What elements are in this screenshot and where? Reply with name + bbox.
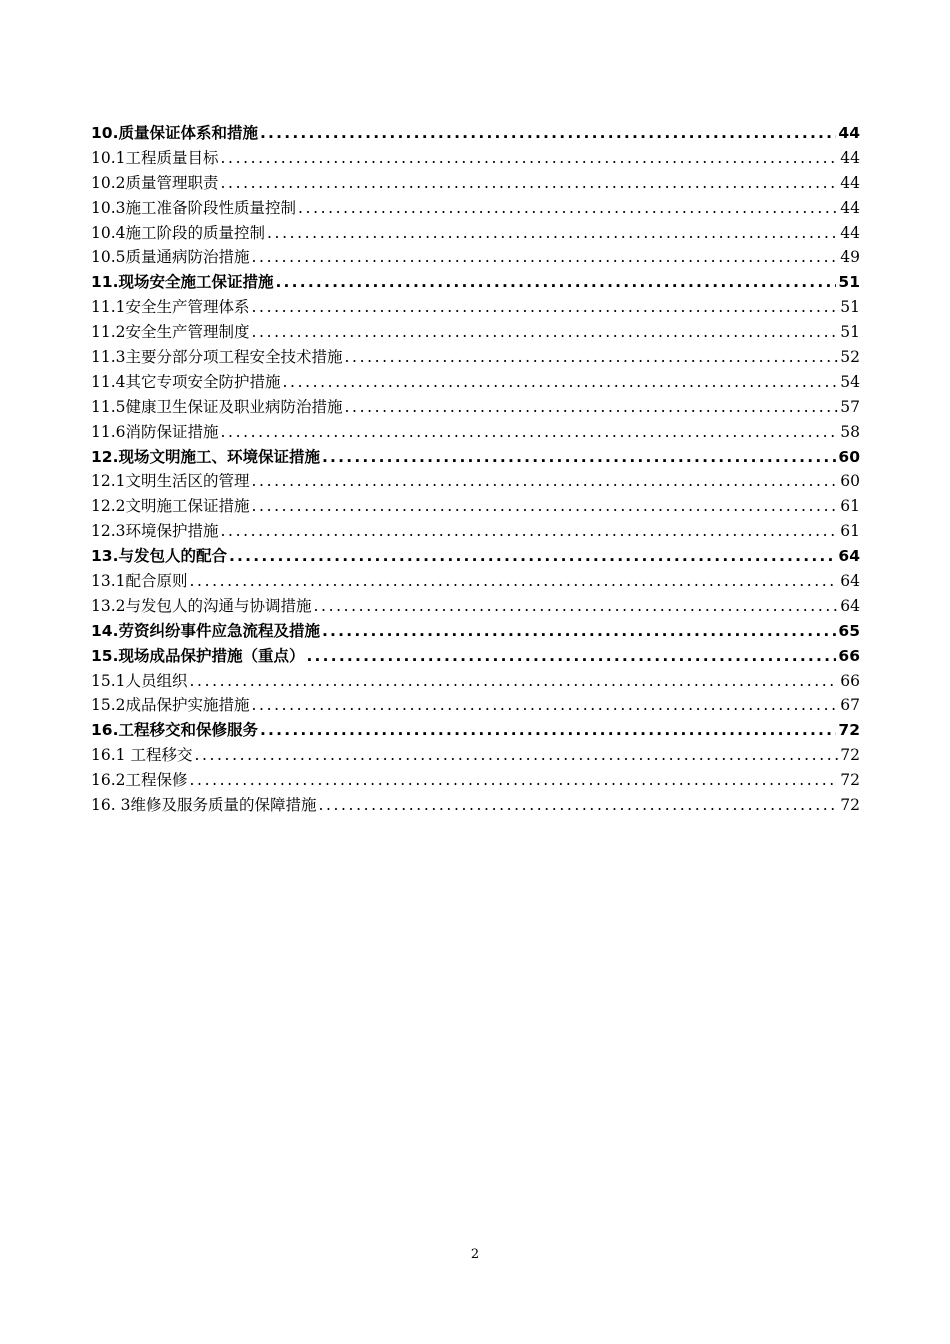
toc-dot-leader — [252, 469, 839, 494]
toc-entry-title: 11.3主要分部分项工程安全技术措施 — [91, 348, 343, 367]
toc-entry-title: 15.2成品保护实施措施 — [91, 696, 250, 715]
toc-entry-page: 51 — [840, 323, 860, 342]
toc-entry-title: 14.劳资纠纷事件应急流程及措施 — [91, 621, 320, 640]
toc-entry-page: 57 — [840, 397, 860, 416]
toc-entry-title: 11.现场安全施工保证措施 — [91, 273, 274, 292]
toc-entry-title: 16.2工程保修 — [91, 771, 188, 790]
toc-entry-page: 66 — [838, 646, 860, 665]
toc-dot-leader — [298, 196, 838, 221]
toc-dot-leader — [345, 345, 839, 370]
toc-entry-title: 10.4施工阶段的质量控制 — [91, 223, 266, 242]
toc-entry-title: 12.现场文明施工、环境保证措施 — [91, 447, 320, 466]
toc-entry-title: 12.2文明施工保证措施 — [91, 497, 250, 516]
toc-entry-page: 44 — [840, 148, 860, 167]
toc-entry-title: 12.3环境保护措施 — [91, 522, 219, 541]
toc-entry-page: 64 — [840, 596, 860, 615]
toc-entry[interactable] — [91, 718, 860, 743]
toc-entry[interactable] — [91, 693, 860, 718]
toc-entry[interactable] — [91, 196, 860, 221]
toc-entry-title: 10.质量保证体系和措施 — [91, 124, 258, 142]
toc-dot-leader — [221, 171, 839, 196]
toc-entry-page: 67 — [840, 696, 860, 715]
toc-entry-title: 15.1人员组织 — [91, 671, 188, 690]
toc-entry-page: 65 — [838, 621, 860, 640]
toc-dot-leader — [190, 569, 839, 594]
toc-entry[interactable] — [91, 544, 860, 569]
toc-entry[interactable] — [91, 644, 860, 669]
toc-entry-page: 72 — [838, 721, 860, 740]
toc-entry-page: 44 — [838, 124, 860, 142]
toc-entry[interactable] — [91, 569, 860, 594]
toc-dot-leader — [229, 544, 836, 569]
toc-dot-leader — [314, 594, 839, 619]
toc-entry-page: 72 — [840, 771, 860, 790]
toc-entry-title: 13.1配合原则 — [91, 572, 188, 591]
toc-entry[interactable] — [91, 395, 860, 420]
toc-entry[interactable] — [91, 445, 860, 470]
toc-entry-title: 10.2质量管理职责 — [91, 173, 219, 192]
toc-entry[interactable] — [91, 345, 860, 370]
toc-entry-title: 13.与发包人的配合 — [91, 547, 227, 566]
toc-entry[interactable] — [91, 669, 860, 694]
toc-dot-leader — [252, 494, 839, 519]
toc-entry-page: 49 — [840, 248, 860, 267]
toc-dot-leader — [306, 644, 836, 669]
toc-entry-title: 16.工程移交和保修服务 — [91, 721, 258, 740]
toc-dot-leader — [190, 669, 839, 694]
toc-entry[interactable] — [91, 619, 860, 644]
toc-entry-title: 12.1文明生活区的管理 — [91, 472, 250, 491]
toc-dot-leader — [252, 245, 839, 270]
toc-entry-page: 72 — [840, 796, 860, 815]
toc-dot-leader — [221, 519, 839, 544]
toc-entry-page: 44 — [840, 223, 860, 242]
toc-entry-page: 64 — [838, 547, 860, 566]
toc-entry-page: 44 — [840, 173, 860, 192]
toc-entry-page: 60 — [840, 472, 860, 491]
toc-dot-leader — [267, 221, 838, 246]
toc-dot-leader — [260, 121, 836, 146]
toc-dot-leader — [194, 743, 838, 768]
toc-entry-title: 10.3施工准备阶段性质量控制 — [91, 198, 297, 217]
toc-entry-title: 10.5质量通病防治措施 — [91, 248, 250, 267]
toc-dot-leader — [221, 420, 839, 445]
toc-entry-page: 44 — [840, 198, 860, 217]
toc-entry-title: 16. 3维修及服务质量的保障措施 — [91, 796, 317, 815]
toc-entry[interactable] — [91, 146, 860, 171]
toc-dot-leader — [275, 270, 836, 295]
toc-entry-title: 11.4其它专项安全防护措施 — [91, 372, 281, 391]
toc-entry[interactable] — [91, 768, 860, 793]
table-of-contents — [91, 121, 860, 818]
toc-dot-leader — [252, 693, 839, 718]
toc-entry[interactable] — [91, 295, 860, 320]
toc-entry-page: 61 — [840, 497, 860, 516]
toc-dot-leader — [322, 619, 836, 644]
toc-dot-leader — [190, 768, 839, 793]
toc-dot-leader — [318, 793, 838, 818]
toc-entry[interactable] — [91, 370, 860, 395]
toc-entry-title: 11.5健康卫生保证及职业病防治措施 — [91, 397, 343, 416]
toc-dot-leader — [283, 370, 839, 395]
toc-entry[interactable] — [91, 469, 860, 494]
toc-entry[interactable] — [91, 420, 860, 445]
toc-entry-page: 51 — [838, 273, 860, 292]
toc-entry[interactable] — [91, 221, 860, 246]
toc-entry-page: 66 — [840, 671, 860, 690]
toc-entry-page: 54 — [840, 372, 860, 391]
toc-entry[interactable] — [91, 594, 860, 619]
toc-dot-leader — [322, 445, 836, 470]
toc-entry-title: 16.1 工程移交 — [91, 746, 193, 765]
toc-entry-page: 61 — [840, 522, 860, 541]
toc-entry[interactable] — [91, 171, 860, 196]
page-number: 2 — [470, 1247, 480, 1262]
toc-entry[interactable] — [91, 121, 860, 146]
toc-entry-page: 60 — [838, 447, 860, 466]
toc-dot-leader — [252, 295, 839, 320]
toc-dot-leader — [221, 146, 839, 171]
toc-entry[interactable] — [91, 320, 860, 345]
toc-entry-title: 10.1工程质量目标 — [91, 148, 219, 167]
toc-entry-title: 11.6消防保证措施 — [91, 422, 219, 441]
toc-entry[interactable] — [91, 743, 860, 768]
toc-entry[interactable] — [91, 270, 860, 295]
toc-entry[interactable] — [91, 793, 860, 818]
toc-entry-page: 64 — [840, 572, 860, 591]
toc-entry-title: 11.2安全生产管理制度 — [91, 323, 250, 342]
toc-entry[interactable] — [91, 494, 860, 519]
toc-entry-title: 13.2与发包人的沟通与协调措施 — [91, 596, 312, 615]
toc-entry-title: 15.现场成品保护措施（重点） — [91, 646, 305, 665]
toc-entry-page: 72 — [840, 746, 860, 765]
toc-dot-leader — [252, 320, 839, 345]
toc-entry[interactable] — [91, 245, 860, 270]
toc-entry-page: 52 — [840, 348, 860, 367]
toc-entry-page: 51 — [840, 298, 860, 317]
toc-entry-title: 11.1安全生产管理体系 — [91, 298, 250, 317]
toc-dot-leader — [345, 395, 839, 420]
toc-entry-page: 58 — [840, 422, 860, 441]
toc-entry[interactable] — [91, 519, 860, 544]
toc-dot-leader — [260, 718, 836, 743]
